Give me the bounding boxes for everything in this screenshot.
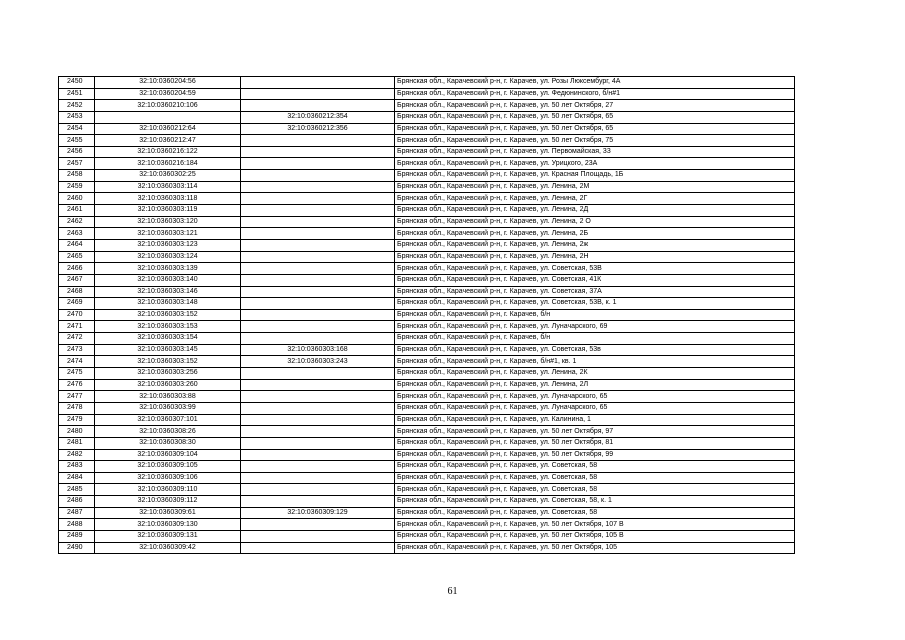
cadastral-number-cell: 32:10:0360303:120 [95,216,241,228]
address-cell: Брянская обл., Карачевский р-н, г. Карачев, ул. Советская, 58 [395,507,795,519]
linked-cadastral-number-cell [241,274,395,286]
cadastral-number-cell: 32:10:0360303:154 [95,333,241,345]
linked-cadastral-number-cell [241,379,395,391]
linked-cadastral-number-cell [241,193,395,205]
table-row [59,88,795,100]
table-row [59,111,795,123]
address-cell: Брянская обл., Карачевский р-н, г. Карачев, ул. 50 лет Октября, 81 [395,437,795,449]
linked-cadastral-number-cell [241,461,395,473]
address-cell: Брянская обл., Карачевский р-н, г. Карачев, ул. 50 лет Октября, 107 В [395,519,795,531]
linked-cadastral-number-cell [241,146,395,158]
row-number-cell: 2482 [59,449,95,461]
row-number-cell: 2464 [59,239,95,251]
address-cell: Брянская обл., Карачевский р-н, г. Карачев, ул. Ленина, 2М [395,181,795,193]
row-number-cell: 2462 [59,216,95,228]
cadastral-number-cell: 32:10:0360303:123 [95,239,241,251]
address-cell: Брянская обл., Карачевский р-н, г. Карачев, ул. 50 лет Октября, 27 [395,100,795,112]
row-number-cell: 2490 [59,542,95,554]
row-number-cell: 2488 [59,519,95,531]
table-row [59,437,795,449]
row-number-cell: 2459 [59,181,95,193]
linked-cadastral-number-cell [241,402,395,414]
cadastral-number-cell: 32:10:0360309:130 [95,519,241,531]
cadastral-number-cell: 32:10:0360212:47 [95,135,241,147]
row-number-cell: 2486 [59,496,95,508]
table-row [59,170,795,182]
row-number-cell: 2470 [59,309,95,321]
row-number-cell: 2451 [59,88,95,100]
cadastral-number-cell: 32:10:0360303:145 [95,344,241,356]
linked-cadastral-number-cell [241,216,395,228]
linked-cadastral-number-cell: 32:10:0360212:356 [241,123,395,135]
row-number-cell: 2480 [59,426,95,438]
row-number-cell: 2476 [59,379,95,391]
row-number-cell: 2465 [59,251,95,263]
cadastral-number-cell: 32:10:0360303:99 [95,402,241,414]
linked-cadastral-number-cell [241,437,395,449]
linked-cadastral-number-cell [241,298,395,310]
table-row [59,298,795,310]
table-row [59,158,795,170]
address-cell: Брянская обл., Карачевский р-н, г. Карачев, ул. Красная Площадь, 1Б [395,170,795,182]
cadastral-number-cell: 32:10:0360303:146 [95,286,241,298]
linked-cadastral-number-cell [241,542,395,554]
cadastral-number-cell: 32:10:0360303:114 [95,181,241,193]
address-cell: Брянская обл., Карачевский р-н, г. Карачев, ул. Ленина, 2Л [395,379,795,391]
table-row [59,542,795,554]
address-cell: Брянская обл., Карачевский р-н, г. Карачев, ул. Советская, 53В, к. 1 [395,298,795,310]
row-number-cell: 2483 [59,461,95,473]
cadastral-number-cell: 32:10:0360216:184 [95,158,241,170]
linked-cadastral-number-cell [241,205,395,217]
address-cell: Брянская обл., Карачевский р-н, г. Карачев, ул. Ленина, 2ж [395,239,795,251]
table-row [59,484,795,496]
linked-cadastral-number-cell [241,472,395,484]
table-row [59,368,795,380]
cadastral-number-cell: 32:10:0360303:260 [95,379,241,391]
address-cell: Брянская обл., Карачевский р-н, г. Карачев, ул. 50 лет Октября, 65 [395,123,795,135]
cadastral-number-cell: 32:10:0360303:88 [95,391,241,403]
address-cell: Брянская обл., Карачевский р-н, г. Карачев, ул. Советская, 58, к. 1 [395,496,795,508]
linked-cadastral-number-cell [241,414,395,426]
cadastral-number-cell: 32:10:0360216:122 [95,146,241,158]
linked-cadastral-number-cell [241,426,395,438]
table-row [59,77,795,89]
cadastral-number-cell: 32:10:0360303:140 [95,274,241,286]
cadastral-number-cell: 32:10:0360309:61 [95,507,241,519]
address-cell: Брянская обл., Карачевский р-н, г. Карачев, ул. Советская, 37А [395,286,795,298]
linked-cadastral-number-cell: 32:10:0360303:243 [241,356,395,368]
linked-cadastral-number-cell [241,77,395,89]
row-number-cell: 2455 [59,135,95,147]
linked-cadastral-number-cell [241,309,395,321]
linked-cadastral-number-cell [241,228,395,240]
address-cell: Брянская обл., Карачевский р-н, г. Карачев, ул. Ленина, 2К [395,368,795,380]
table-row [59,205,795,217]
linked-cadastral-number-cell [241,519,395,531]
address-cell: Брянская обл., Карачевский р-н, г. Карачев, ул. 50 лет Октября, 97 [395,426,795,438]
cadastral-number-cell: 32:10:0360309:112 [95,496,241,508]
row-number-cell: 2478 [59,402,95,414]
table-row [59,146,795,158]
cadastral-number-cell: 32:10:0360303:121 [95,228,241,240]
table-row [59,251,795,263]
table-row [59,507,795,519]
address-cell: Брянская обл., Карачевский р-н, г. Карачев, ул. Урицкого, 23А [395,158,795,170]
row-number-cell: 2485 [59,484,95,496]
linked-cadastral-number-cell: 32:10:0360303:168 [241,344,395,356]
linked-cadastral-number-cell [241,321,395,333]
row-number-cell: 2452 [59,100,95,112]
linked-cadastral-number-cell [241,368,395,380]
row-number-cell: 2487 [59,507,95,519]
cadastral-number-cell: 32:10:0360303:124 [95,251,241,263]
row-number-cell: 2457 [59,158,95,170]
address-cell: Брянская обл., Карачевский р-н, г. Карачев, ул. Советская, 53В [395,263,795,275]
address-cell: Брянская обл., Карачевский р-н, г. Карачев, ул. Ленина, 2 О [395,216,795,228]
cadastral-number-cell: 32:10:0360303:139 [95,263,241,275]
cadastral-number-cell: 32:10:0360204:56 [95,77,241,89]
address-cell: Брянская обл., Карачевский р-н, г. Карачев, ул. Ленина, 2Н [395,251,795,263]
address-cell: Брянская обл., Карачевский р-н, г. Карачев, ул. Первомайская, 33 [395,146,795,158]
cadastral-number-cell: 32:10:0360303:152 [95,309,241,321]
row-number-cell: 2467 [59,274,95,286]
row-number-cell: 2473 [59,344,95,356]
linked-cadastral-number-cell [241,263,395,275]
table-row [59,402,795,414]
row-number-cell: 2450 [59,77,95,89]
row-number-cell: 2475 [59,368,95,380]
table-row [59,263,795,275]
linked-cadastral-number-cell [241,449,395,461]
address-cell: Брянская обл., Карачевский р-н, г. Карачев, ул. 50 лет Октября, 105 [395,542,795,554]
address-cell: Брянская обл., Карачевский р-н, г. Карачев, ул. Федюнинского, б/н#1 [395,88,795,100]
address-cell: Брянская обл., Карачевский р-н, г. Карачев, ул. Советская, 58 [395,461,795,473]
table-row [59,100,795,112]
address-cell: Брянская обл., Карачевский р-н, г. Карачев, ул. Советская, 53в [395,344,795,356]
table-row [59,414,795,426]
address-cell: Брянская обл., Карачевский р-н, г. Карачев, ул. Луначарского, 65 [395,391,795,403]
cadastral-number-cell: 32:10:0360309:106 [95,472,241,484]
linked-cadastral-number-cell [241,239,395,251]
table-row [59,379,795,391]
row-number-cell: 2474 [59,356,95,368]
row-number-cell: 2458 [59,170,95,182]
linked-cadastral-number-cell [241,391,395,403]
address-cell: Брянская обл., Карачевский р-н, г. Карачев, ул. Ленина, 2Б [395,228,795,240]
address-cell: Брянская обл., Карачевский р-н, г. Карачев, б/н [395,333,795,345]
cadastral-number-cell: 32:10:0360302:25 [95,170,241,182]
address-cell: Брянская обл., Карачевский р-н, г. Карачев, ул. 50 лет Октября, 75 [395,135,795,147]
address-cell: Брянская обл., Карачевский р-н, г. Карачев, ул. Советская, 58 [395,484,795,496]
table-row [59,135,795,147]
linked-cadastral-number-cell [241,496,395,508]
row-number-cell: 2463 [59,228,95,240]
cadastral-number-cell: 32:10:0360309:42 [95,542,241,554]
page-number: 61 [447,586,458,597]
cadastral-number-cell: 32:10:0360309:110 [95,484,241,496]
address-cell: Брянская обл., Карачевский р-н, г. Карачев, ул. Калинина, 1 [395,414,795,426]
address-cell: Брянская обл., Карачевский р-н, г. Карачев, ул. Розы Люксембург, 4А [395,77,795,89]
linked-cadastral-number-cell [241,135,395,147]
linked-cadastral-number-cell [241,158,395,170]
row-number-cell: 2479 [59,414,95,426]
table-row [59,216,795,228]
table-row [59,530,795,542]
linked-cadastral-number-cell [241,286,395,298]
table-row [59,472,795,484]
cadastral-number-cell: 32:10:0360303:148 [95,298,241,310]
linked-cadastral-number-cell [241,100,395,112]
address-cell: Брянская обл., Карачевский р-н, г. Карачев, ул. Ленина, 2Г [395,193,795,205]
linked-cadastral-number-cell [241,181,395,193]
cadastral-number-cell: 32:10:0360303:256 [95,368,241,380]
linked-cadastral-number-cell [241,170,395,182]
cadastral-number-cell: 32:10:0360303:152 [95,356,241,368]
row-number-cell: 2481 [59,437,95,449]
linked-cadastral-number-cell [241,333,395,345]
row-number-cell: 2469 [59,298,95,310]
row-number-cell: 2466 [59,263,95,275]
address-cell: Брянская обл., Карачевский р-н, г. Карачев, ул. 50 лет Октября, 65 [395,111,795,123]
table-row [59,309,795,321]
cadastral-number-cell: 32:10:0360309:131 [95,530,241,542]
row-number-cell: 2460 [59,193,95,205]
linked-cadastral-number-cell [241,484,395,496]
table-row [59,426,795,438]
cadastral-number-cell: 32:10:0360212:64 [95,123,241,135]
table-row [59,228,795,240]
table-row [59,461,795,473]
linked-cadastral-number-cell [241,530,395,542]
table-row [59,193,795,205]
address-cell: Брянская обл., Карачевский р-н, г. Карачев, ул. Ленина, 2Д [395,205,795,217]
row-number-cell: 2454 [59,123,95,135]
cadastral-number-cell: 32:10:0360303:118 [95,193,241,205]
table-row [59,344,795,356]
table-row [59,239,795,251]
linked-cadastral-number-cell: 32:10:0360309:129 [241,507,395,519]
row-number-cell: 2461 [59,205,95,217]
address-cell: Брянская обл., Карачевский р-н, г. Карачев, ул. Луначарского, 65 [395,402,795,414]
row-number-cell: 2468 [59,286,95,298]
address-cell: Брянская обл., Карачевский р-н, г. Карачев, ул. 50 лет Октября, 99 [395,449,795,461]
row-number-cell: 2453 [59,111,95,123]
cadastral-number-cell: 32:10:0360204:59 [95,88,241,100]
table-row [59,391,795,403]
row-number-cell: 2471 [59,321,95,333]
row-number-cell: 2472 [59,333,95,345]
table-row [59,123,795,135]
table-row [59,333,795,345]
cadastral-number-cell: 32:10:0360210:106 [95,100,241,112]
address-cell: Брянская обл., Карачевский р-н, г. Карачев, ул. Луначарского, 69 [395,321,795,333]
table-row [59,286,795,298]
cadastral-number-cell: 32:10:0360308:30 [95,437,241,449]
table-row [59,274,795,286]
table-row [59,496,795,508]
linked-cadastral-number-cell [241,88,395,100]
table-row [59,519,795,531]
row-number-cell: 2456 [59,146,95,158]
linked-cadastral-number-cell: 32:10:0360212:354 [241,111,395,123]
table-row [59,356,795,368]
cadastral-number-cell: 32:10:0360307:101 [95,414,241,426]
register-table [58,76,795,554]
cadastral-number-cell: 32:10:0360308:26 [95,426,241,438]
address-cell: Брянская обл., Карачевский р-н, г. Карачев, ул. 50 лет Октября, 105 В [395,530,795,542]
row-number-cell: 2489 [59,530,95,542]
row-number-cell: 2477 [59,391,95,403]
cadastral-number-cell: 32:10:0360309:104 [95,449,241,461]
address-cell: Брянская обл., Карачевский р-н, г. Карачев, ул. Советская, 41К [395,274,795,286]
address-cell: Брянская обл., Карачевский р-н, г. Карачев, б/н [395,309,795,321]
cadastral-number-cell: 32:10:0360303:153 [95,321,241,333]
address-cell: Брянская обл., Карачевский р-н, г. Карачев, ул. Советская, 58 [395,472,795,484]
address-cell: Брянская обл., Карачевский р-н, г. Карачев, б/н#1, кв. 1 [395,356,795,368]
table-row [59,449,795,461]
table-row [59,181,795,193]
cadastral-number-cell: 32:10:0360309:105 [95,461,241,473]
register-table-body [59,77,795,554]
linked-cadastral-number-cell [241,251,395,263]
row-number-cell: 2484 [59,472,95,484]
table-row [59,321,795,333]
cadastral-number-cell [95,111,241,123]
cadastral-number-cell: 32:10:0360303:119 [95,205,241,217]
